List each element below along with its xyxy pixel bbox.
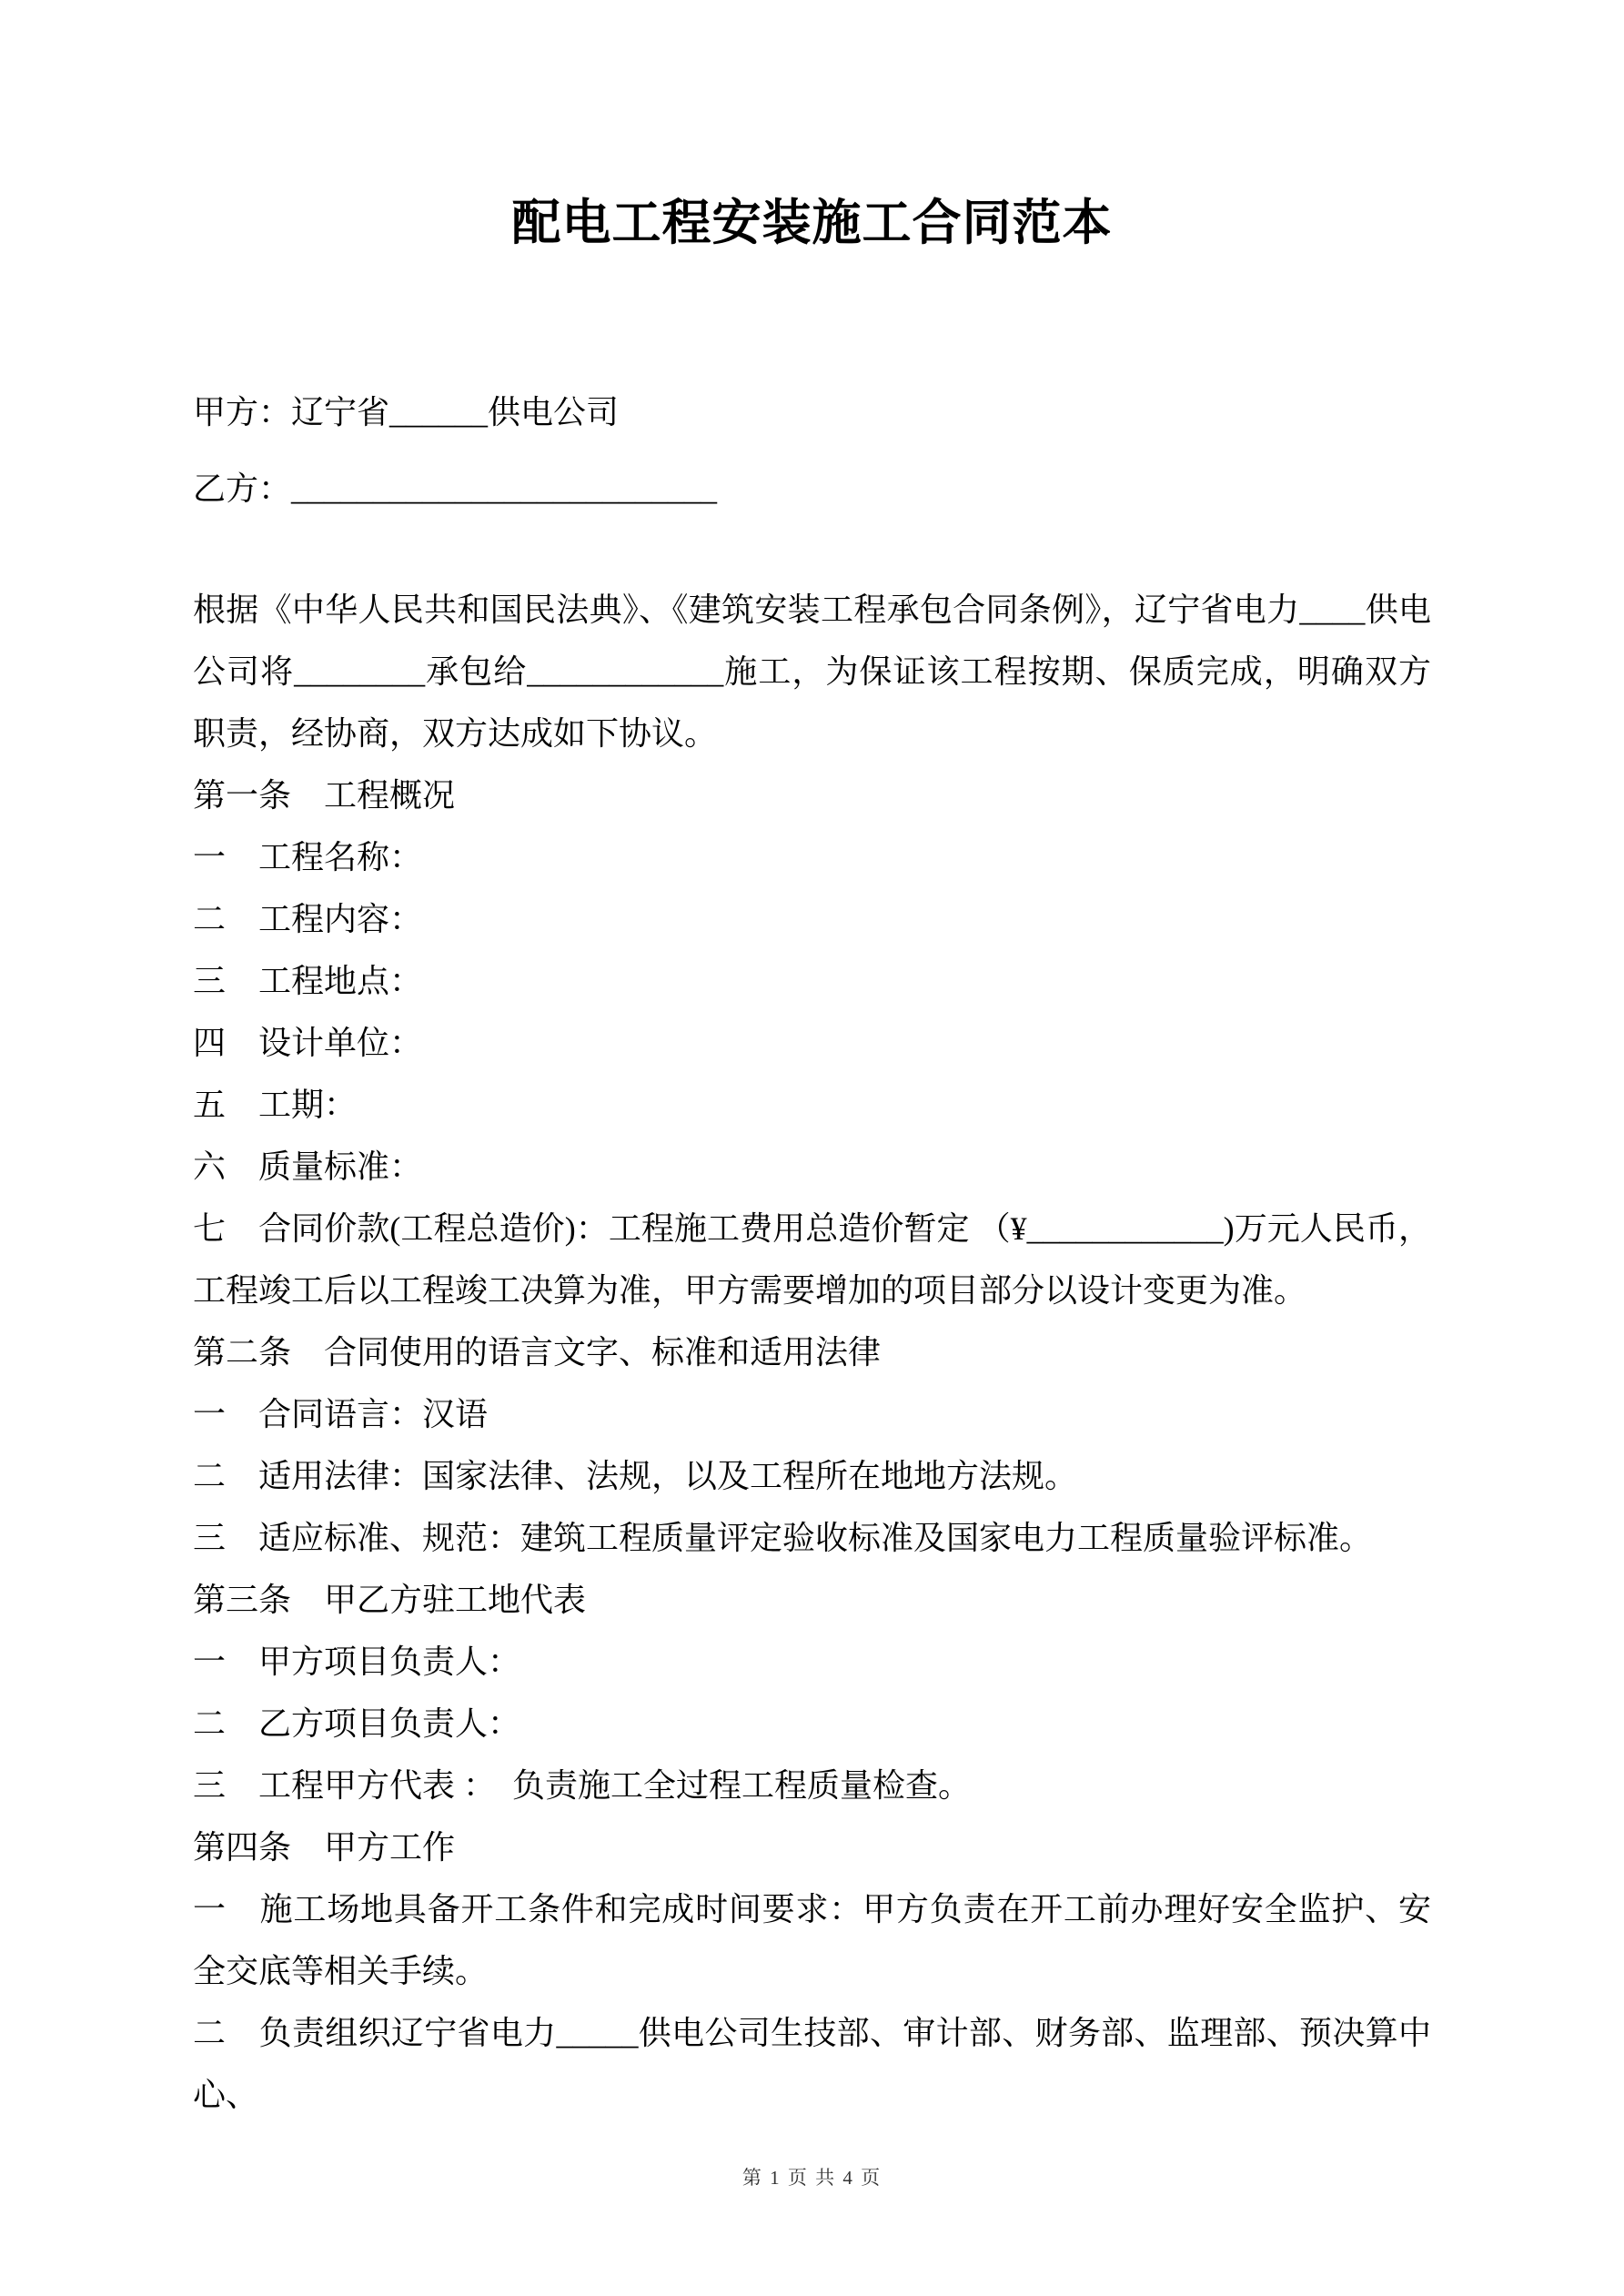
clause-1-item-1: 一 工程名称： [193,839,423,875]
clause-3-item-3: 三 工程甲方代表 ： 负责施工全过程工程质量检查。 [193,1767,972,1804]
document-title: 配电工程安装施工合同范本 [511,196,1113,250]
party-a-line: 甲方：辽宁省______供电公司 [193,394,620,430]
clause-3-heading: 第三条 甲乙方驻工地代表 [193,1582,587,1618]
clause-4-item-2: 二 负责组织辽宁省电力_____供电公司生技部、审计部、财务部、监理部、预决算中心、 [193,2015,1431,2113]
clause-4-item-1: 一 施工场地具备开工条件和完成时间要求：甲方负责在开工前办理好安全监护、安全交底等相关手续。 [193,1891,1431,1989]
intro-paragraph: 根据《中华人民共和国民法典》、《建筑安装工程承包合同条例》，辽宁省电力____供电公司将________承包给____________施工，为保证该工程按期、保质完成，明确双方职责，经协商，双方达成如下协议。 [193,592,1431,752]
party-b-line: 乙方：__________________________ [193,470,718,507]
clause-1-item-3: 三 工程地点： [193,963,423,999]
clause-1-item-2: 二 工程内容： [193,901,423,937]
clause-1-item-6: 六 质量标准： [193,1148,423,1185]
clause-4-heading: 第四条 甲方工作 [193,1829,456,1866]
clause-1-item-5: 五 工期： [193,1087,358,1123]
clause-3-item-1: 一 甲方项目负责人： [193,1644,521,1680]
clause-1-heading: 第一条 工程概况 [193,777,456,814]
clause-1-item-7: 七 合同价款(工程总造价)：工程施工费用总造价暂定 （¥____________)万元人民币，工程竣工后以工程竣工决算为准，甲方需要增加的项目部分以设计变更为准。 [193,1210,1431,1309]
clause-2-item-2: 二 适用法律：国家法律、法规，以及工程所在地地方法规。 [193,1458,1078,1494]
clause-2-heading: 第二条 合同使用的语言文字、标准和适用法律 [193,1334,882,1371]
page-number: 第 1 页 共 4 页 [741,2167,883,2189]
clause-3-item-2: 二 乙方项目负责人： [193,1705,521,1742]
clause-2-item-1: 一 合同语言：汉语 [193,1396,489,1432]
clause-1-item-4: 四 设计单位： [193,1025,423,1061]
clause-2-item-3: 三 适应标准、规范：建筑工程质量评定验收标准及国家电力工程质量验评标准。 [193,1520,1373,1556]
contract-body [193,579,1431,2126]
